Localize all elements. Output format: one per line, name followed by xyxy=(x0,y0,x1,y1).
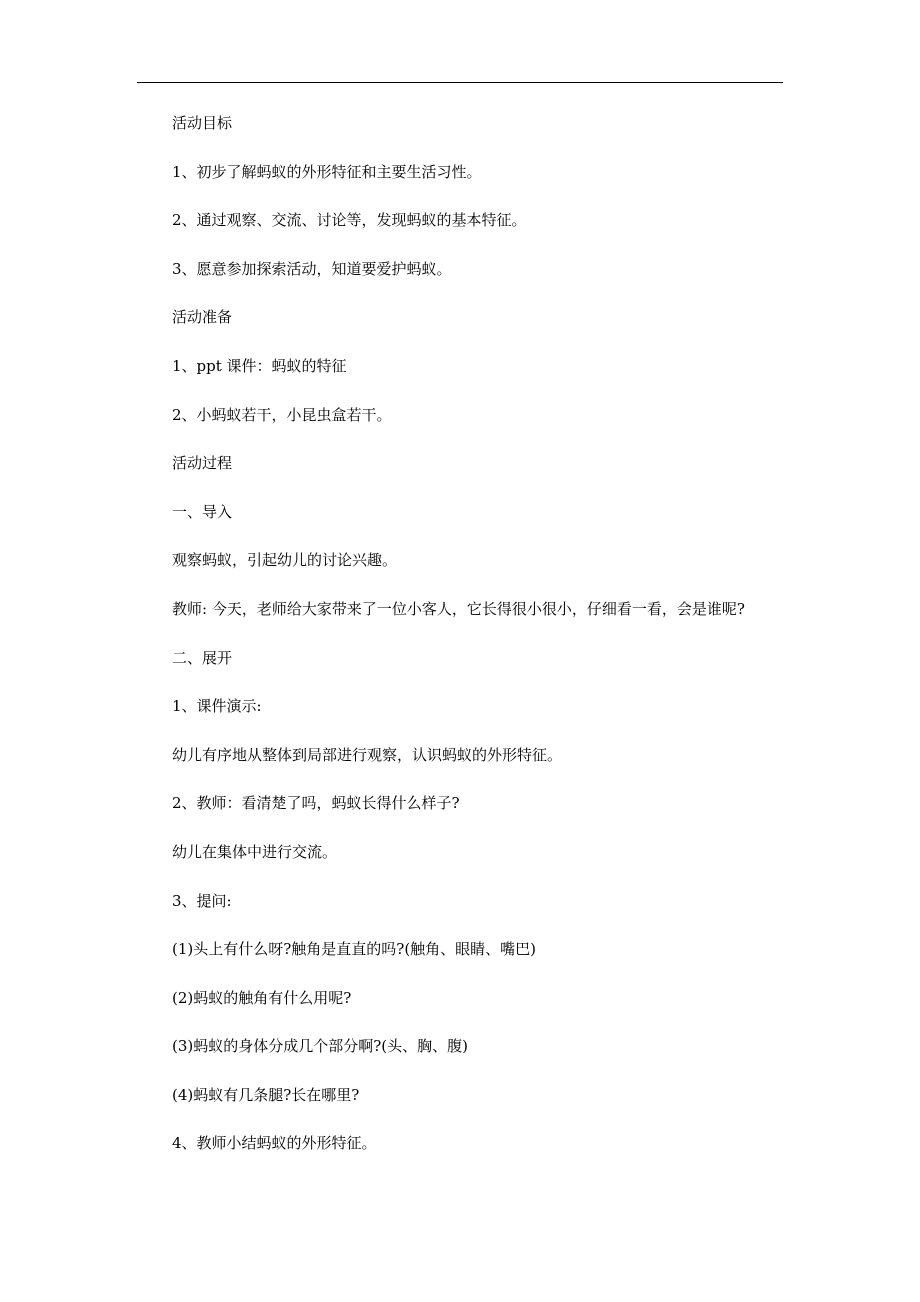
preparation-item: 2、小蚂蚁若干，小昆虫盒若干。 xyxy=(172,405,392,424)
process-item: 2、教师：看清楚了吗，蚂蚁长得什么样子? xyxy=(172,794,460,813)
paragraph: 幼儿有序地从整体到局部进行观察，认识蚂蚁的外形特征。 xyxy=(172,745,563,764)
goal-item: 1、初步了解蚂蚁的外形特征和主要生活习性。 xyxy=(172,162,482,181)
question-item: (3)蚂蚁的身体分成几个部分啊?(头、胸、腹) xyxy=(172,1037,468,1056)
section-heading-process: 活动过程 xyxy=(172,454,233,473)
document-body xyxy=(172,113,784,1182)
header-rule xyxy=(137,82,783,83)
section-heading-preparation: 活动准备 xyxy=(172,308,233,327)
subsection-heading-develop: 二、展开 xyxy=(172,648,233,667)
preparation-item: 1、ppt 课件：蚂蚁的特征 xyxy=(172,356,347,375)
paragraph: 幼儿在集体中进行交流。 xyxy=(172,842,338,861)
paragraph: 观察蚂蚁，引起幼儿的讨论兴趣。 xyxy=(172,551,398,570)
section-heading-goals: 活动目标 xyxy=(172,114,233,132)
paragraph-teacher-dialogue: 教师: 今天，老师给大家带来了一位小客人，它长得很小很小，仔细看一看，会是谁呢? xyxy=(172,599,745,618)
question-item: (4)蚂蚁有几条腿?长在哪里? xyxy=(172,1085,360,1104)
goal-item: 3、愿意参加探索活动，知道要爱护蚂蚁。 xyxy=(172,259,452,278)
process-item: 4、教师小结蚂蚁的外形特征。 xyxy=(172,1134,377,1153)
question-item: (1)头上有什么呀?触角是直直的吗?(触角、眼睛、嘴巴) xyxy=(172,940,537,959)
subsection-heading-intro: 一、导入 xyxy=(172,502,233,521)
goal-item: 2、通过观察、交流、讨论等，发现蚂蚁的基本特征。 xyxy=(172,211,527,230)
question-item: (2)蚂蚁的触角有什么用呢? xyxy=(172,988,352,1007)
process-item: 3、提问: xyxy=(172,891,232,910)
process-item: 1、课件演示: xyxy=(172,697,262,716)
